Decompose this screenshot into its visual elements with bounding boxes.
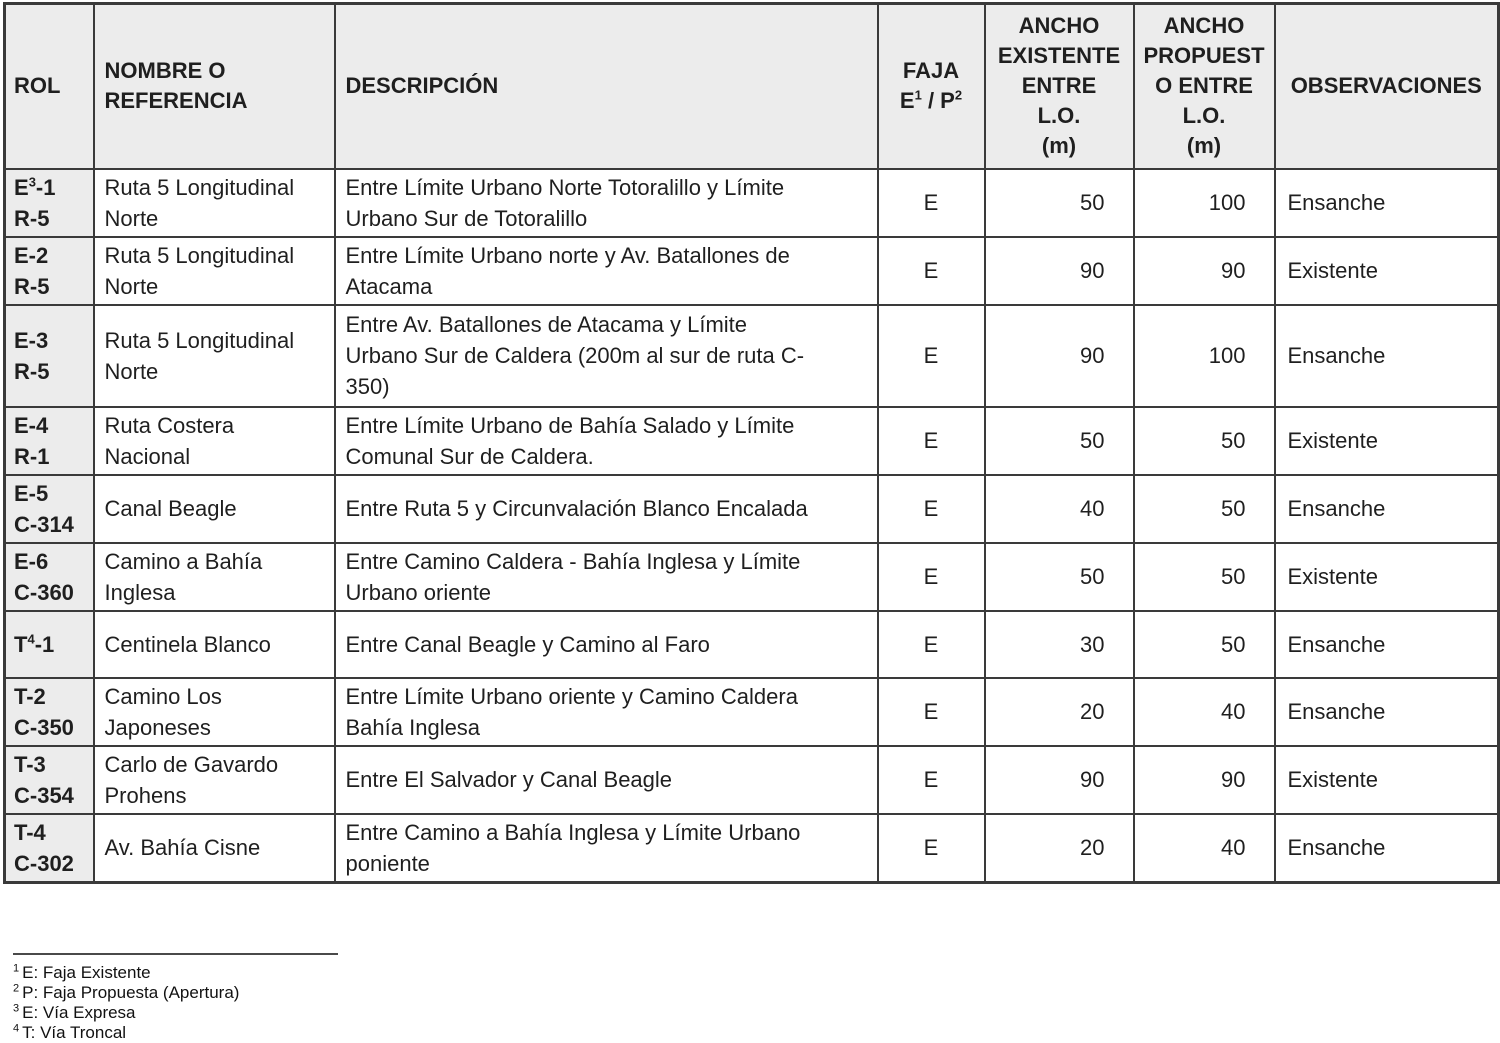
cell-faja: E [878, 814, 985, 883]
cell-nombre [94, 746, 335, 814]
footnotes [13, 953, 338, 1043]
header-ancho-existente-line: ANCHO [1018, 13, 1100, 39]
rol-line1 [14, 478, 87, 509]
table-row [5, 305, 1499, 407]
cell-rol [5, 611, 94, 678]
header-nombre [94, 4, 335, 169]
cell-ancho-propuesto: 40 [1134, 814, 1275, 883]
cell-ancho-propuesto: 50 [1134, 407, 1275, 475]
footnote-marker: 2 [13, 981, 20, 994]
cell-faja: E [878, 305, 985, 407]
rol-pre: T-4 [14, 819, 46, 845]
nombre-line: Av. Bahía Cisne [104, 835, 261, 860]
rol-pre: T-2 [14, 683, 46, 709]
header-row [5, 4, 1499, 169]
cell-rol [5, 305, 94, 407]
footnote-marker: 4 [13, 1021, 20, 1034]
rol-line1 [14, 817, 87, 848]
descripcion-line: Bahía Inglesa [345, 714, 481, 740]
rol-pre: E-4 [14, 412, 49, 438]
header-ancho-existente-line: EXISTENTE [997, 43, 1121, 69]
rol-line2: C-302 [14, 850, 74, 876]
cell-nombre [94, 305, 335, 407]
footnote-marker: 3 [13, 1001, 20, 1014]
rol-line2: R-5 [14, 205, 50, 231]
header-ancho-propuesto-line: PROPUEST [1143, 43, 1265, 69]
nombre-line: Ruta Costera [104, 412, 235, 438]
rol-line2: C-350 [14, 714, 74, 740]
header-ancho-propuesto [1134, 4, 1275, 169]
rol-line2: R-5 [14, 273, 50, 299]
cell-rol [5, 678, 94, 746]
descripcion-line: Entre Límite Urbano norte y Av. Batallones de [345, 242, 790, 268]
cell-nombre [94, 678, 335, 746]
cell-nombre [94, 237, 335, 305]
cell-ancho-existente: 50 [985, 169, 1134, 237]
cell-descripcion [335, 543, 878, 611]
rol-pre: E-2 [14, 242, 49, 268]
table-row [5, 475, 1499, 543]
cell-rol [5, 475, 94, 543]
rol-pre: E [14, 174, 29, 200]
cell-rol [5, 407, 94, 475]
descripcion-line: Entre Av. Batallones de Atacama y Límite [345, 312, 748, 337]
faja-p: / P [921, 88, 955, 114]
header-ancho-propuesto-line: ANCHO [1163, 13, 1245, 39]
footnote-marker: 1 [13, 961, 20, 974]
header-observaciones: OBSERVACIONES [1275, 4, 1499, 169]
cell-ancho-propuesto: 50 [1134, 543, 1275, 611]
vialidad-table [3, 2, 1500, 884]
nombre-line: Norte [104, 205, 159, 231]
cell-faja: E [878, 611, 985, 678]
cell-ancho-existente: 30 [985, 611, 1134, 678]
header-faja [878, 4, 985, 169]
rol-line1 [14, 172, 87, 203]
header-nombre-line: REFERENCIA [104, 88, 248, 114]
faja-e: E [899, 88, 915, 114]
header-nombre-line: NOMBRE O [104, 58, 226, 84]
nombre-line: Norte [104, 273, 159, 299]
cell-ancho-propuesto: 100 [1134, 169, 1275, 237]
rol-post: -1 [34, 631, 55, 657]
rol-pre: T [14, 631, 28, 657]
descripcion-line: Entre Canal Beagle y Camino al Faro [345, 631, 710, 657]
faja-sup-1: 1 [914, 87, 922, 103]
rol-sup: 3 [28, 174, 36, 190]
footnote-line [13, 983, 338, 1003]
cell-observaciones: Ensanche [1275, 814, 1499, 883]
footnote-text: P: Faja Propuesta (Apertura) [22, 982, 240, 1002]
cell-faja: E [878, 475, 985, 543]
descripcion-line: Entre Camino Caldera - Bahía Inglesa y Límite [345, 548, 801, 574]
cell-faja: E [878, 746, 985, 814]
rol-line2: R-1 [14, 443, 50, 469]
cell-observaciones: Existente [1275, 237, 1499, 305]
cell-faja: E [878, 543, 985, 611]
footnote-line [13, 1003, 338, 1023]
nombre-line: Carlo de Gavardo [104, 751, 279, 777]
descripcion-line: Entre Límite Urbano de Bahía Salado y Límite [345, 412, 795, 438]
cell-nombre [94, 475, 335, 543]
cell-ancho-propuesto: 50 [1134, 611, 1275, 678]
cell-ancho-existente: 90 [985, 305, 1134, 407]
rol-line1 [14, 546, 87, 577]
descripcion-line: 350) [345, 374, 390, 399]
nombre-line: Ruta 5 Longitudinal [104, 174, 295, 200]
nombre-line: Norte [104, 358, 159, 384]
rol-pre: T-3 [14, 751, 46, 777]
footnote-line [13, 963, 338, 983]
cell-observaciones: Ensanche [1275, 475, 1499, 543]
rol-line1 [14, 749, 87, 780]
table-row [5, 407, 1499, 475]
table-row [5, 237, 1499, 305]
cell-descripcion [335, 169, 878, 237]
nombre-line: Ruta 5 Longitudinal [104, 327, 295, 353]
cell-descripcion [335, 475, 878, 543]
cell-descripcion [335, 746, 878, 814]
cell-observaciones: Existente [1275, 543, 1499, 611]
cell-faja: E [878, 169, 985, 237]
rol-line1 [14, 325, 87, 356]
cell-nombre [94, 543, 335, 611]
header-ancho-propuesto-line: (m) [1186, 133, 1222, 159]
nombre-line: Ruta 5 Longitudinal [104, 242, 295, 268]
nombre-line: Camino Los [104, 683, 222, 709]
rol-line1 [14, 240, 87, 271]
header-ancho-existente-line: L.O. [1037, 103, 1081, 129]
cell-nombre [94, 814, 335, 883]
cell-rol [5, 169, 94, 237]
table-row [5, 678, 1499, 746]
cell-ancho-existente: 50 [985, 407, 1134, 475]
rol-pre: E-6 [14, 548, 49, 574]
table-row [5, 746, 1499, 814]
rol-line1 [14, 681, 87, 712]
footnote-text: E: Faja Existente [22, 962, 151, 982]
descripcion-line: Urbano Sur de Totoralillo [345, 205, 588, 231]
cell-descripcion [335, 407, 878, 475]
cell-faja: E [878, 678, 985, 746]
rol-pre: E-5 [14, 480, 49, 506]
cell-descripcion [335, 237, 878, 305]
header-faja-line1: FAJA [902, 58, 960, 84]
descripcion-line: poniente [345, 850, 430, 876]
cell-ancho-propuesto: 40 [1134, 678, 1275, 746]
cell-nombre [94, 407, 335, 475]
footnote-text: T: Vía Troncal [22, 1022, 127, 1042]
cell-faja: E [878, 407, 985, 475]
rol-line2: C-360 [14, 579, 74, 605]
cell-observaciones: Ensanche [1275, 678, 1499, 746]
cell-observaciones: Ensanche [1275, 305, 1499, 407]
nombre-line: Canal Beagle [104, 496, 237, 521]
nombre-line: Nacional [104, 443, 191, 469]
footnote-line [13, 1023, 338, 1043]
table-row [5, 814, 1499, 883]
nombre-line: Camino a Bahía [104, 548, 263, 574]
cell-ancho-propuesto: 50 [1134, 475, 1275, 543]
nombre-line: Prohens [104, 782, 187, 808]
header-rol: ROL [5, 4, 94, 169]
rol-pre: E-3 [14, 327, 49, 353]
table-row [5, 611, 1499, 678]
cell-rol [5, 237, 94, 305]
cell-nombre [94, 169, 335, 237]
cell-observaciones: Existente [1275, 407, 1499, 475]
cell-rol [5, 814, 94, 883]
descripcion-line: Entre Límite Urbano Norte Totoralillo y Límite [345, 174, 785, 200]
cell-faja: E [878, 237, 985, 305]
rol-line2: C-314 [14, 511, 74, 537]
cell-ancho-existente: 20 [985, 814, 1134, 883]
cell-ancho-existente: 50 [985, 543, 1134, 611]
cell-ancho-propuesto: 90 [1134, 746, 1275, 814]
cell-observaciones: Ensanche [1275, 169, 1499, 237]
header-ancho-propuesto-line: O ENTRE [1155, 73, 1253, 99]
header-descripcion: DESCRIPCIÓN [335, 4, 878, 169]
nombre-line: Inglesa [104, 579, 176, 605]
rol-post: -1 [35, 174, 56, 200]
footnote-text: E: Vía Expresa [22, 1002, 136, 1022]
descripcion-line: Entre El Salvador y Canal Beagle [345, 767, 673, 792]
cell-ancho-propuesto: 90 [1134, 237, 1275, 305]
descripcion-line: Atacama [345, 273, 433, 299]
rol-line2: R-5 [14, 358, 50, 384]
cell-ancho-existente: 20 [985, 678, 1134, 746]
header-ancho-propuesto-line: L.O. [1182, 103, 1226, 129]
descripcion-line: Entre Límite Urbano oriente y Camino Caldera [345, 683, 798, 709]
cell-rol [5, 543, 94, 611]
cell-descripcion [335, 814, 878, 883]
descripcion-line: Entre Camino a Bahía Inglesa y Límite Urbano [345, 819, 801, 845]
cell-rol [5, 746, 94, 814]
cell-ancho-existente: 40 [985, 475, 1134, 543]
header-faja-line2 [881, 86, 982, 116]
nombre-line: Centinela Blanco [104, 631, 271, 657]
table-row [5, 169, 1499, 237]
header-ancho-existente-line: ENTRE [1021, 73, 1097, 99]
cell-ancho-existente: 90 [985, 746, 1134, 814]
cell-ancho-propuesto: 100 [1134, 305, 1275, 407]
descripcion-line: Urbano Sur de Caldera (200m al sur de ruta C- [345, 343, 805, 368]
nombre-line: Japoneses [104, 714, 211, 740]
cell-observaciones: Existente [1275, 746, 1499, 814]
table-row [5, 543, 1499, 611]
cell-observaciones: Ensanche [1275, 611, 1499, 678]
cell-descripcion [335, 678, 878, 746]
descripcion-line: Comunal Sur de Caldera. [345, 443, 594, 469]
rol-sup: 4 [27, 631, 35, 647]
rol-line1 [14, 410, 87, 441]
rol-line2: C-354 [14, 782, 74, 808]
descripcion-line: Urbano oriente [345, 579, 492, 605]
rol-line1 [14, 629, 87, 660]
descripcion-line: Entre Ruta 5 y Circunvalación Blanco Encalada [345, 496, 808, 521]
cell-ancho-existente: 90 [985, 237, 1134, 305]
faja-sup-2: 2 [954, 87, 963, 103]
header-ancho-existente-line: (m) [1041, 133, 1077, 159]
cell-descripcion [335, 305, 878, 407]
cell-nombre [94, 611, 335, 678]
header-ancho-existente [985, 4, 1134, 169]
cell-descripcion [335, 611, 878, 678]
